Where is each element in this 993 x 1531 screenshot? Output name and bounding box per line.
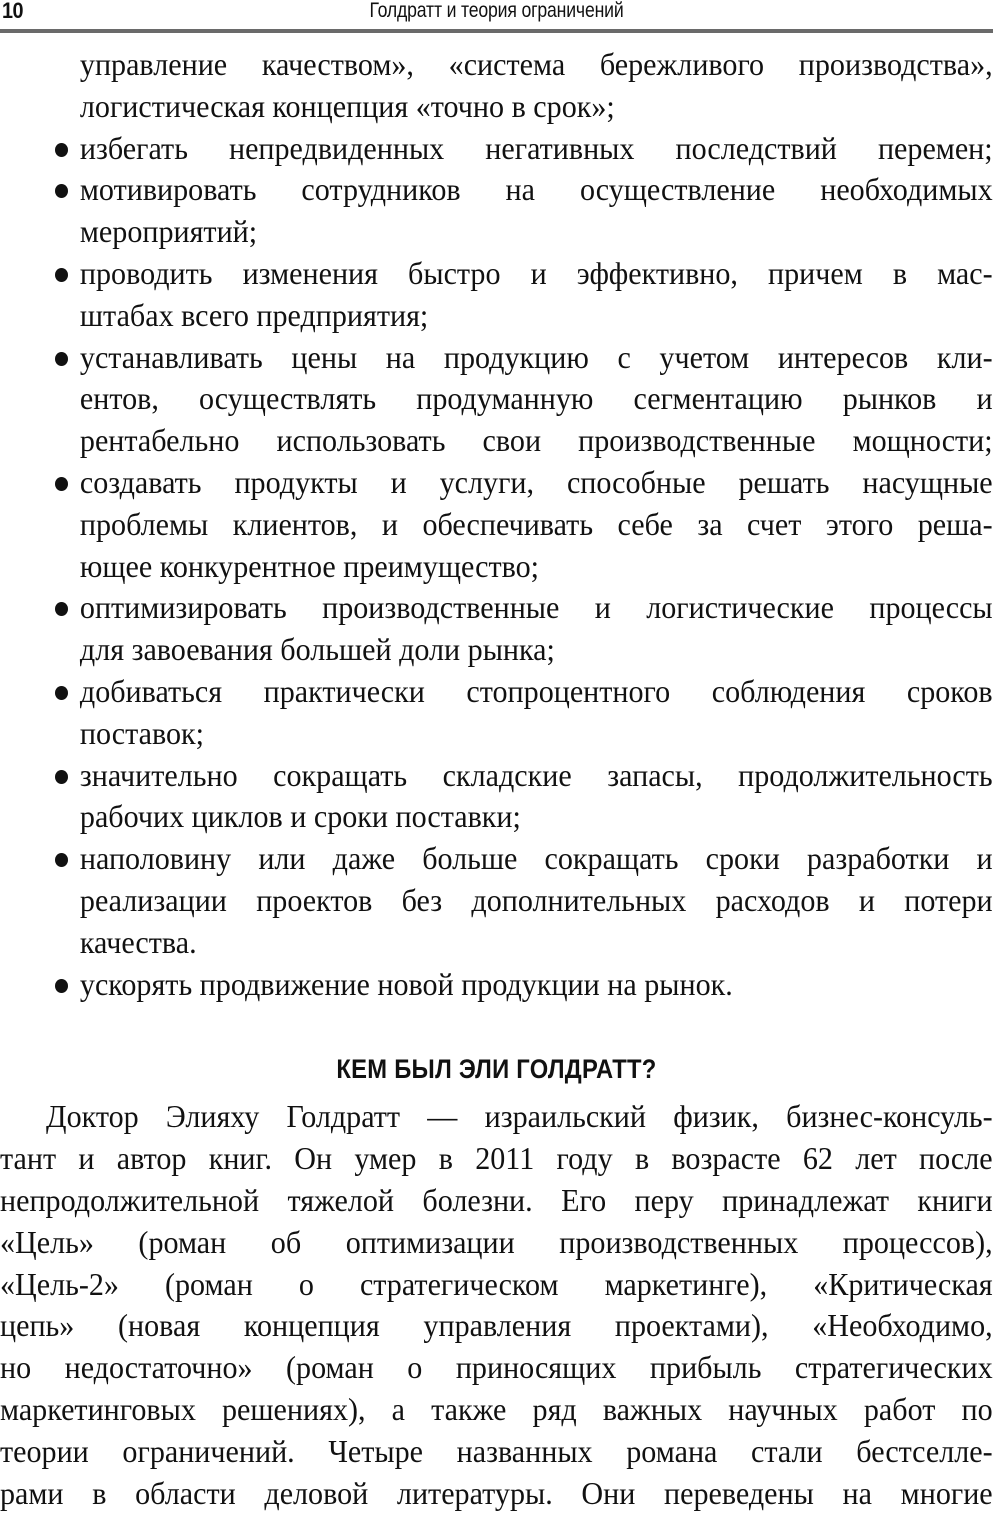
text-line: поставок; xyxy=(79,714,205,751)
paragraph xyxy=(0,1096,993,1514)
text-line: проводить изменения быстро и эффективно, причем в мас- xyxy=(79,254,993,291)
text-line: штабах всего предприятия; xyxy=(79,296,429,333)
text-line: рабочих циклов и сроки поставки; xyxy=(79,798,521,835)
header-rule xyxy=(0,29,993,33)
text-line: мотивировать сотрудников на осуществление необходимых xyxy=(79,171,993,208)
text-line: добиваться практически стопроцентного соблюдения сроков xyxy=(79,672,993,709)
text-line: устанавливать цены на продукцию с учетом интересов кли- xyxy=(79,338,993,375)
list-item xyxy=(0,587,993,671)
text-line: ющее конкурентное преимущество; xyxy=(79,547,540,584)
text-line: качества. xyxy=(79,923,197,960)
page-body xyxy=(0,44,993,1514)
text-line: для завоевания большей доли рынка; xyxy=(79,631,555,668)
list-item xyxy=(0,838,993,963)
continuation-block xyxy=(0,44,993,128)
text-line: тант и автор книг. Он умер в 2011 году в возрасте 62 лет после xyxy=(0,1140,993,1177)
text-line: Доктор Элияху Голдратт — израильский физик, бизнес-консуль- xyxy=(46,1098,993,1135)
text-line: управление качеством», «система бережливого производства», xyxy=(79,46,993,82)
text-line: мероприятий; xyxy=(79,213,258,250)
text-line: маркетинговых решениях), а также ряд важных научных работ по xyxy=(0,1390,993,1427)
text-line: создавать продукты и услуги, способные решать насущные xyxy=(79,463,993,500)
text-line: «Цель-2» (роман о стратегическом маркетинге), «Критическая xyxy=(0,1265,993,1302)
list-item xyxy=(0,337,993,462)
list-item xyxy=(0,169,993,253)
bullet-list xyxy=(0,128,993,1006)
text-line: теории ограничений. Четыре названных романа стали бестселле- xyxy=(0,1432,993,1469)
text-line: непродолжительной тяжелой болезни. Его перу принадлежат книги xyxy=(0,1181,993,1218)
text-line: ускорять продвижение новой продукции на рынок. xyxy=(79,965,733,1002)
list-item xyxy=(0,253,993,337)
list-item xyxy=(0,128,993,170)
running-head xyxy=(0,0,993,32)
text-line: избегать непредвиденных негативных последствий перемен; xyxy=(79,129,993,166)
section-heading: КЕМ БЫЛ ЭЛИ ГОЛДРАТТ? xyxy=(336,1054,657,1085)
list-item xyxy=(0,462,993,587)
text-line: ентов, осуществлять продуманную сегментацию рынков и xyxy=(79,380,993,417)
text-line: проблемы клиентов, и обеспечивать себе за счет этого реша- xyxy=(79,505,993,542)
text-line: наполовину или даже больше сокращать сроки разработки и xyxy=(79,840,993,877)
text-line: реализации проектов без дополнительных расходов и потери xyxy=(79,881,993,918)
text-line: оптимизировать производственные и логистические процессы xyxy=(79,589,993,626)
running-title: Голдратт и теория ограничений xyxy=(369,0,624,22)
text-line: логистическая концепция «точно в срок»; xyxy=(79,87,615,124)
text-line: значительно сокращать складские запасы, продолжительность xyxy=(79,756,993,793)
text-line: но недостаточно» (роман о приносящих прибыль стратегических xyxy=(0,1349,993,1386)
page-number: 10 xyxy=(2,0,24,23)
text-line: «Цель» (роман об оптимизации производственных процессов), xyxy=(0,1223,993,1260)
text-line: рентабельно использовать свои производственные мощности; xyxy=(79,422,993,459)
text-line: цепь» (новая концепция управления проектами), «Необходимо, xyxy=(0,1307,993,1344)
list-item xyxy=(0,964,993,1006)
list-item xyxy=(0,755,993,839)
list-item xyxy=(0,671,993,755)
text-line: рами в области деловой литературы. Они переведены на многие xyxy=(0,1474,993,1511)
